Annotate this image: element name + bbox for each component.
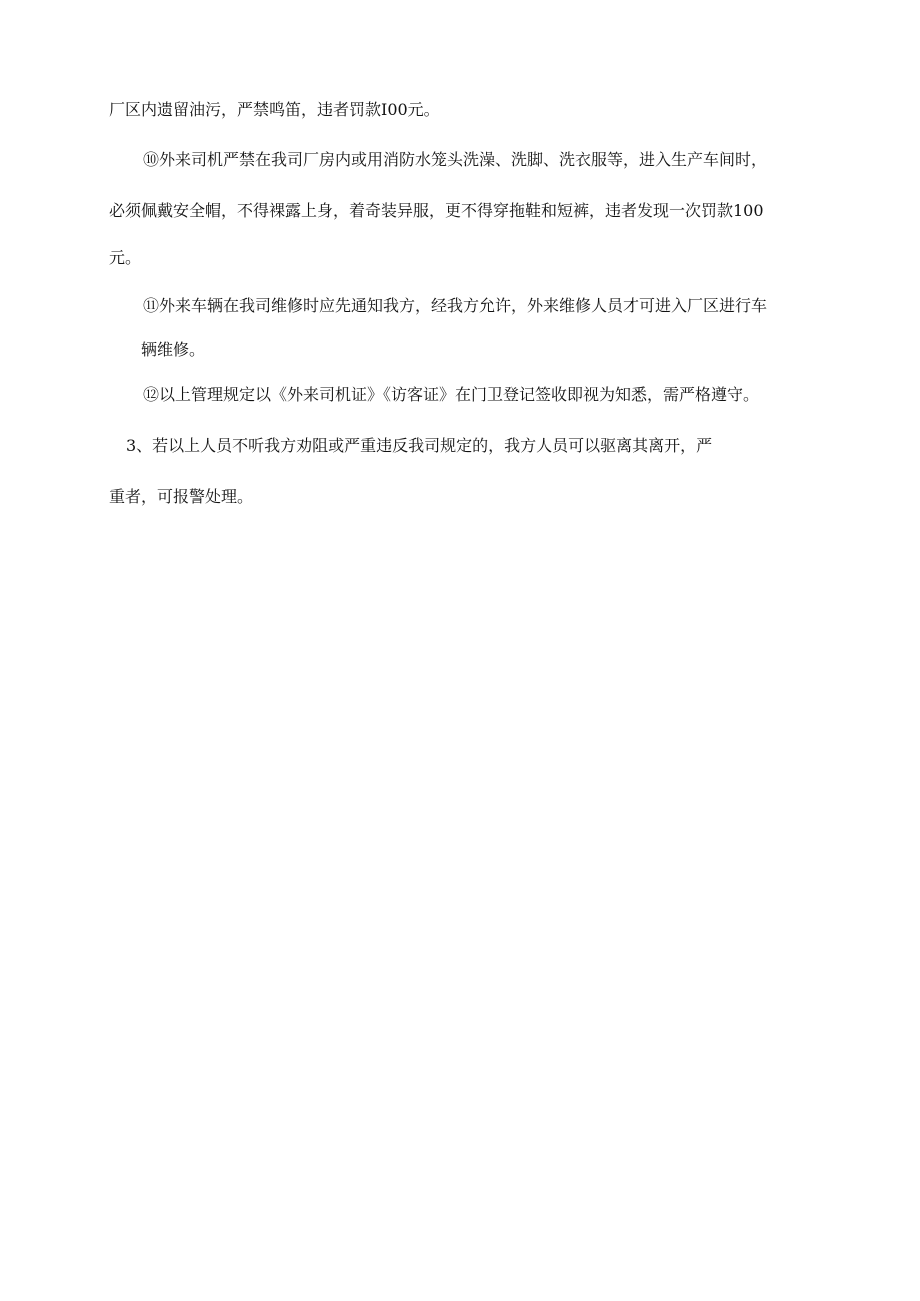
paragraph-line-9: 重者，可报警处理。 [109,487,254,506]
paragraph-line-7: ⑫以上管理规定以《外来司机证》《访客证》在门卫登记签收即视为知悉，需严格遵守。 [143,385,760,404]
paragraph-line-3: 必须佩戴安全帽，不得裸露上身，着奇装异服，更不得穿拖鞋和短裤，违者发现一次罚款100 [109,201,764,220]
paragraph-line-1: 厂区内遗留油污，严禁鸣笛，违者罚款I00元。 [109,100,440,119]
paragraph-line-2: ⑩外来司机严禁在我司厂房内或用消防水笼头洗澡、洗脚、洗衣服等，进入生产车间时， [143,150,768,169]
paragraph-line-6: 辆维修。 [141,340,206,359]
paragraph-line-4: 元。 [109,248,142,267]
paragraph-line-8: 3、若以上人员不听我方劝阻或严重违反我司规定的，我方人员可以驱离其离开，严 [126,436,713,455]
paragraph-line-5: ⑪外来车辆在我司维修时应先通知我方，经我方允许，外来维修人员才可进入厂区进行车 [143,296,768,315]
